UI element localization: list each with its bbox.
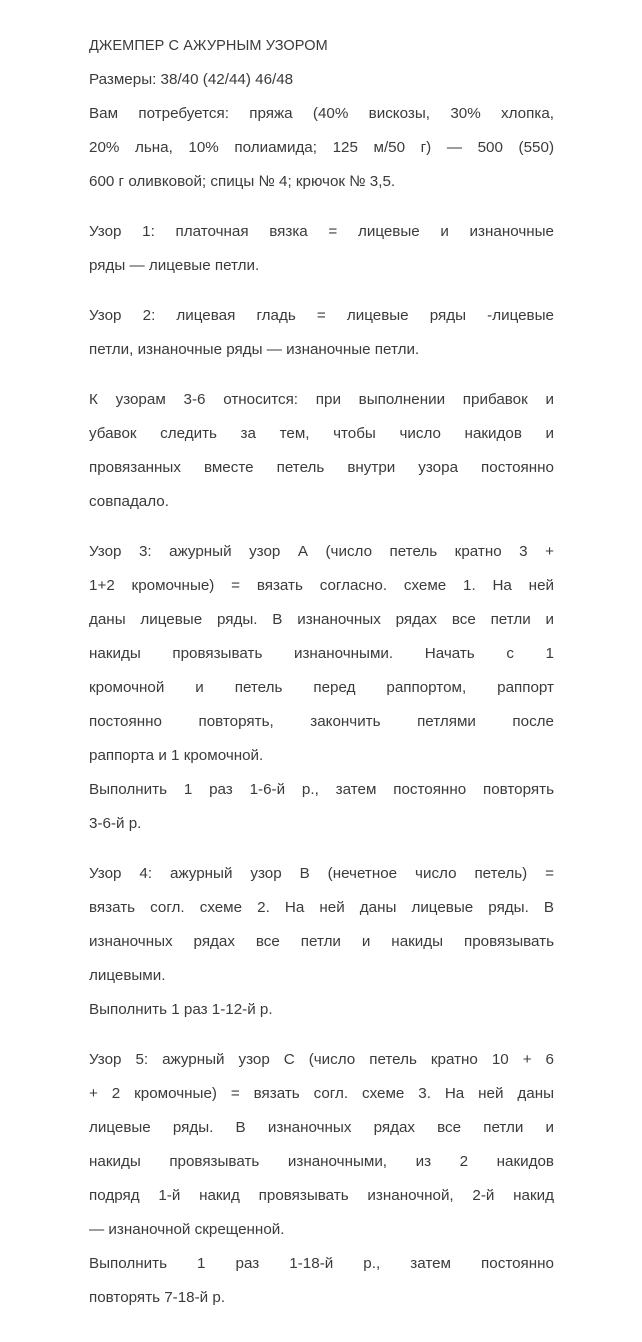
pattern-5-repeat-paragraph (89, 1247, 554, 1315)
text-line: раппорта и 1 кромочной. (89, 747, 264, 764)
text-line: Узор 3: ажурный узор А (число петель кратно 3 + (89, 543, 554, 560)
text-line: петли, изнаночные ряды — изнаночные петли. (89, 341, 420, 358)
text-line: накиды провязывать изнаночными, из 2 накидов (89, 1153, 554, 1170)
pattern-1-paragraph (89, 215, 554, 283)
pattern-3-repeat-paragraph (89, 773, 554, 841)
text-line: 1+2 кромочные) = вязать согласно. схеме 1. На ней (89, 577, 554, 594)
sizes-line: Размеры: 38/40 (42/44) 46/48 (89, 71, 294, 88)
text-line: Вам потребуется: пряжа (40% вискозы, 30% хлопка, (89, 105, 554, 122)
text-line: провязанных вместе петель внутри узора постоянно (89, 459, 554, 476)
pattern-3-paragraph (89, 535, 554, 773)
document-page (89, 30, 554, 1315)
text-line: 20% льна, 10% полиамида; 125 м/50 г) — 500 (550) (89, 139, 554, 156)
text-line: постоянно повторять, закончить петлями после (89, 713, 554, 730)
text-line: повторять 7-18-й р. (89, 1289, 226, 1306)
text-line: совпадало. (89, 493, 169, 510)
text-line: убавок следить за тем, чтобы число накидов и (89, 425, 554, 442)
document-title: ДЖЕМПЕР С АЖУРНЫМ УЗОРОМ (89, 38, 328, 54)
text-line: 3-6-й р. (89, 815, 142, 832)
text-line: изнаночных рядах все петли и накиды провязывать (89, 933, 554, 950)
text-line: — изнаночной скрещенной. (89, 1221, 285, 1238)
pattern-2-paragraph (89, 299, 554, 367)
text-line: кромочной и петель перед раппортом, раппорт (89, 679, 554, 696)
text-line: + 2 кромочные) = вязать согл. схеме 3. На ней даны (89, 1085, 554, 1102)
text-line: К узорам 3-6 относится: при выполнении прибавок и (89, 391, 554, 408)
text-line: Выполнить 1 раз 1-18-й р., затем постоянно (89, 1255, 554, 1272)
pattern-5-paragraph (89, 1043, 554, 1247)
pattern-4-paragraph (89, 857, 554, 993)
pattern-4-repeat-paragraph (89, 993, 554, 1027)
text-line: 600 г оливковой; спицы № 4; крючок № 3,5. (89, 173, 396, 190)
text-line: даны лицевые ряды. В изнаночных рядах все петли и (89, 611, 554, 628)
text-line: Выполнить 1 раз 1-6-й р., затем постоянно повторять (89, 781, 554, 798)
text-line: Узор 4: ажурный узор В (нечетное число петель) = (89, 865, 554, 882)
text-line: ряды — лицевые петли. (89, 257, 260, 274)
text-line: лицевыми. (89, 967, 166, 984)
patterns-note-paragraph (89, 383, 554, 519)
text-line: Узор 1: платочная вязка = лицевые и изнаночные (89, 223, 554, 240)
text-line: Узор 5: ажурный узор С (число петель кратно 10 + 6 (89, 1051, 554, 1068)
text-line: вязать согл. схеме 2. На ней даны лицевые ряды. В (89, 899, 554, 916)
materials-paragraph (89, 97, 554, 199)
text-line: Выполнить 1 раз 1-12-й р. (89, 1001, 273, 1018)
text-line: лицевые ряды. В изнаночных рядах все петли и (89, 1119, 554, 1136)
text-line: Узор 2: лицевая гладь = лицевые ряды -лицевые (89, 307, 554, 324)
text-line: накиды провязывать изнаночными. Начать с 1 (89, 645, 554, 662)
text-line: подряд 1-й накид провязывать изнаночной, 2-й накид (89, 1187, 554, 1204)
